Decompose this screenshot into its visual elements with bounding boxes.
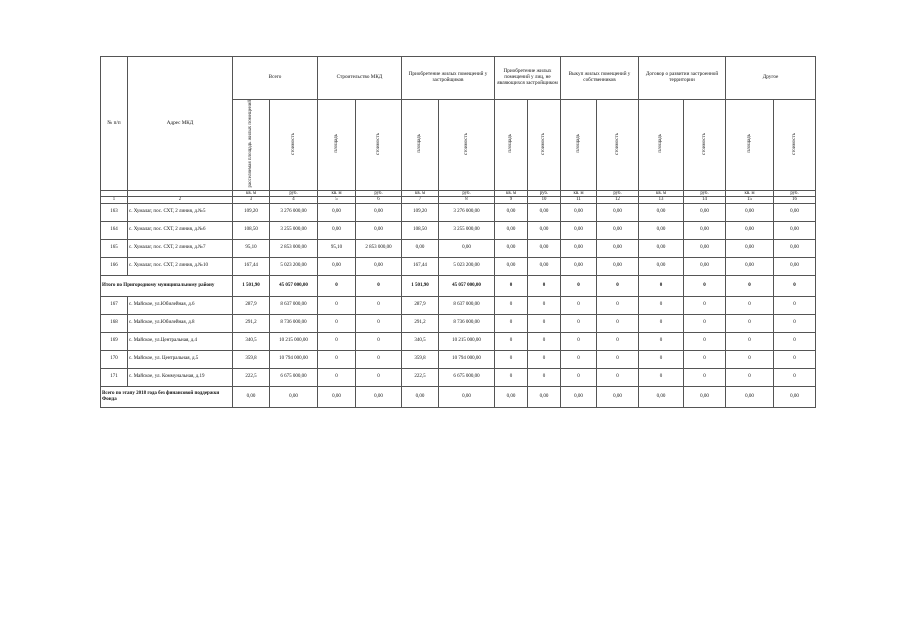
header-area: площадь [639, 100, 684, 191]
value-cell: 0,00 [528, 257, 561, 275]
unit-cell: кв. м [402, 190, 439, 196]
value-cell: 0,00 [561, 221, 597, 239]
total-row [101, 275, 816, 296]
row-address: с. Хумалаг, пос. СХТ, 2 линия, д.№10 [128, 257, 233, 275]
value-cell: 0 [684, 350, 726, 368]
value-cell: 0,00 [318, 221, 356, 239]
value-cell: 0,00 [233, 386, 270, 407]
value-cell: 0,00 [356, 221, 402, 239]
value-cell: 359,8 [402, 350, 439, 368]
value-cell: 0 [318, 296, 356, 314]
value-cell: 0,00 [597, 239, 639, 257]
value-cell: 0,00 [528, 221, 561, 239]
total-label: Всего по этапу 2018 года без финансовой поддержки Фонда [101, 386, 233, 407]
value-cell: 95,10 [318, 239, 356, 257]
colnum-cell: 11 [561, 197, 597, 203]
value-cell: 0 [528, 350, 561, 368]
value-cell: 0 [318, 314, 356, 332]
unit-cell: руб. [597, 190, 639, 196]
value-cell: 0 [639, 275, 684, 296]
colnum-cell: 16 [774, 197, 816, 203]
value-cell: 0 [684, 296, 726, 314]
value-cell: 0,00 [774, 386, 816, 407]
header-group-development-contract: Договор о развитии застроенной территории [639, 57, 726, 100]
unit-cell: руб. [774, 190, 816, 196]
value-cell: 0,00 [318, 386, 356, 407]
value-cell: 0 [318, 368, 356, 386]
value-cell: 0,00 [726, 203, 774, 221]
header-group-total: Всего [233, 57, 318, 100]
value-cell: 0 [356, 296, 402, 314]
colnum-cell: 15 [726, 197, 774, 203]
value-cell: 0 [495, 368, 528, 386]
value-cell: 0 [597, 275, 639, 296]
value-cell: 0,00 [561, 257, 597, 275]
value-cell: 0 [639, 368, 684, 386]
colnum-cell: 12 [597, 197, 639, 203]
value-cell: 2 853 000,00 [356, 239, 402, 257]
colnum-cell: 6 [356, 197, 402, 203]
unit-cell: руб. [439, 190, 495, 196]
value-cell: 0 [726, 275, 774, 296]
housing-resettlement-table [100, 56, 816, 408]
colnum-cell: 3 [233, 197, 270, 203]
value-cell: 8 736 000,00 [439, 314, 495, 332]
value-cell: 0 [639, 332, 684, 350]
value-cell: 0,00 [528, 386, 561, 407]
table-row [101, 296, 816, 314]
value-cell: 287,9 [233, 296, 270, 314]
value-cell: 0,00 [528, 239, 561, 257]
colnum-cell: 13 [639, 197, 684, 203]
value-cell: 0,00 [597, 386, 639, 407]
table-row [101, 221, 816, 239]
value-cell: 2 853 000,00 [270, 239, 318, 257]
value-cell: 10 215 000,00 [270, 332, 318, 350]
value-cell: 6 675 000,00 [439, 368, 495, 386]
value-cell: 0,00 [439, 386, 495, 407]
header-total-area: расселяемая площадь жилых помещений [233, 100, 270, 191]
row-address: с. Майское, ул. Центральная, д.5 [128, 350, 233, 368]
row-number: 169 [101, 332, 128, 350]
value-cell: 0,00 [774, 239, 816, 257]
value-cell: 0,00 [726, 257, 774, 275]
header-address: Адрес МКД [128, 57, 233, 191]
value-cell: 0 [726, 314, 774, 332]
value-cell: 10 794 000,00 [270, 350, 318, 368]
value-cell: 222,5 [233, 368, 270, 386]
value-cell: 0,00 [495, 386, 528, 407]
colnum-cell: 2 [128, 197, 233, 203]
colnum-cell: 9 [495, 197, 528, 203]
value-cell: 0 [639, 350, 684, 368]
value-cell: 0 [495, 275, 528, 296]
value-cell: 222,5 [402, 368, 439, 386]
table-body [101, 57, 816, 408]
header-cost: стоимость [528, 100, 561, 191]
value-cell: 0,00 [774, 221, 816, 239]
value-cell: 0,00 [684, 203, 726, 221]
value-cell: 0 [597, 350, 639, 368]
table-row [101, 368, 816, 386]
value-cell: 167,44 [402, 257, 439, 275]
value-cell: 0,00 [774, 257, 816, 275]
value-cell: 0,00 [684, 221, 726, 239]
table-row [101, 257, 816, 275]
table-row [101, 332, 816, 350]
header-cost: стоимость [597, 100, 639, 191]
unit-cell: руб. [356, 190, 402, 196]
value-cell: 0,00 [495, 221, 528, 239]
value-cell: 0,00 [495, 203, 528, 221]
row-number: 166 [101, 257, 128, 275]
value-cell: 0 [356, 368, 402, 386]
header-row-groups [101, 57, 816, 100]
value-cell: 0,00 [684, 386, 726, 407]
value-cell: 109,20 [233, 203, 270, 221]
value-cell: 0 [597, 296, 639, 314]
row-address: с. Хумалаг, пос. СХТ, 2 линия, д.№6 [128, 221, 233, 239]
colnum-cell: 14 [684, 197, 726, 203]
value-cell: 108,50 [402, 221, 439, 239]
value-cell: 0 [774, 350, 816, 368]
header-num: № п/п [101, 57, 128, 191]
value-cell: 0,00 [318, 203, 356, 221]
value-cell: 0 [318, 275, 356, 296]
value-cell: 0 [528, 275, 561, 296]
row-address: с. Хумалаг, пос. СХТ, 2 линия, д.№5 [128, 203, 233, 221]
table-row [101, 350, 816, 368]
value-cell: 0 [684, 368, 726, 386]
value-cell: 0,00 [318, 257, 356, 275]
value-cell: 6 675 000,00 [270, 368, 318, 386]
value-cell: 0,00 [561, 203, 597, 221]
value-cell: 0,00 [356, 203, 402, 221]
colnum-cell: 8 [439, 197, 495, 203]
total-label: Итого по Пригородному муниципальному району [101, 275, 233, 296]
header-cost: стоимость [439, 100, 495, 191]
row-address: с. Майское, ул.Юбилейная, д.8 [128, 314, 233, 332]
table-row [101, 314, 816, 332]
value-cell: 0,00 [639, 257, 684, 275]
value-cell: 0 [774, 332, 816, 350]
value-cell: 0 [684, 314, 726, 332]
value-cell: 0 [684, 275, 726, 296]
value-cell: 0 [528, 368, 561, 386]
header-cost: стоимость [270, 100, 318, 191]
value-cell: 0,00 [597, 203, 639, 221]
value-cell: 0,00 [774, 203, 816, 221]
table-row [101, 203, 816, 221]
value-cell: 0,00 [684, 257, 726, 275]
value-cell: 0,00 [495, 239, 528, 257]
value-cell: 0 [356, 314, 402, 332]
value-cell: 1 501,90 [233, 275, 270, 296]
colnum-cell: 1 [101, 197, 128, 203]
value-cell: 45 057 000,00 [270, 275, 318, 296]
value-cell: 0 [639, 314, 684, 332]
unit-cell: руб. [270, 190, 318, 196]
value-cell: 3 255 000,00 [439, 221, 495, 239]
value-cell: 0,00 [356, 257, 402, 275]
row-address: с. Хумалаг, пос. СХТ, 2 линия, д.№7 [128, 239, 233, 257]
value-cell: 1 501,90 [402, 275, 439, 296]
value-cell: 3 255 000,00 [270, 221, 318, 239]
row-number: 164 [101, 221, 128, 239]
value-cell: 340,5 [402, 332, 439, 350]
value-cell: 0 [597, 314, 639, 332]
value-cell: 0,00 [639, 239, 684, 257]
header-area: площадь [402, 100, 439, 191]
value-cell: 0 [597, 332, 639, 350]
value-cell: 0,00 [439, 239, 495, 257]
value-cell: 0 [561, 368, 597, 386]
value-cell: 0,00 [356, 386, 402, 407]
value-cell: 0 [774, 368, 816, 386]
row-address: с. Майское, ул. Коммунальная, д.19 [128, 368, 233, 386]
value-cell: 287,9 [402, 296, 439, 314]
value-cell: 0 [774, 314, 816, 332]
value-cell: 0 [726, 296, 774, 314]
header-group-other: Другое [726, 57, 816, 100]
colnum-cell: 10 [528, 197, 561, 203]
colnum-cell: 7 [402, 197, 439, 203]
unit-cell: кв. м [495, 190, 528, 196]
value-cell: 359,8 [233, 350, 270, 368]
header-area: площадь [561, 100, 597, 191]
value-cell: 340,5 [233, 332, 270, 350]
row-number: 167 [101, 296, 128, 314]
value-cell: 0 [561, 275, 597, 296]
value-cell: 0 [726, 350, 774, 368]
header-area: площадь [318, 100, 356, 191]
value-cell: 0,00 [684, 239, 726, 257]
colnum-cell: 5 [318, 197, 356, 203]
unit-cell: кв. м [561, 190, 597, 196]
value-cell: 10 215 000,00 [439, 332, 495, 350]
value-cell: 0 [495, 314, 528, 332]
value-cell: 0 [639, 296, 684, 314]
header-cost: стоимость [774, 100, 816, 191]
value-cell: 5 023 200,00 [270, 257, 318, 275]
value-cell: 3 276 000,00 [439, 203, 495, 221]
value-cell: 0,00 [270, 386, 318, 407]
value-cell: 0 [495, 332, 528, 350]
row-address: с. Майское, ул.Юбилейная, д.6 [128, 296, 233, 314]
header-group-buyout: Выкуп жилых помещений у собственников [561, 57, 639, 100]
value-cell: 109,20 [402, 203, 439, 221]
row-address: с. Майское, ул.Центральная, д.4 [128, 332, 233, 350]
value-cell: 45 057 000,00 [439, 275, 495, 296]
value-cell: 0,00 [726, 386, 774, 407]
value-cell: 0 [356, 332, 402, 350]
value-cell: 8 637 000,00 [270, 296, 318, 314]
value-cell: 0,00 [561, 239, 597, 257]
value-cell: 0,00 [639, 386, 684, 407]
value-cell: 0 [561, 296, 597, 314]
value-cell: 0 [528, 296, 561, 314]
value-cell: 0,00 [561, 386, 597, 407]
value-cell: 0,00 [639, 203, 684, 221]
value-cell: 0 [561, 350, 597, 368]
value-cell: 0 [561, 314, 597, 332]
value-cell: 0 [726, 368, 774, 386]
value-cell: 0 [356, 275, 402, 296]
value-cell: 0 [774, 275, 816, 296]
value-cell: 0,00 [597, 257, 639, 275]
value-cell: 0 [561, 332, 597, 350]
value-cell: 8 637 000,00 [439, 296, 495, 314]
value-cell: 167,44 [233, 257, 270, 275]
value-cell: 0 [495, 350, 528, 368]
value-cell: 0 [528, 314, 561, 332]
value-cell: 0,00 [597, 221, 639, 239]
value-cell: 0 [495, 296, 528, 314]
value-cell: 0 [528, 332, 561, 350]
header-group-construction: Строительство МКД [318, 57, 402, 100]
value-cell: 0 [774, 296, 816, 314]
value-cell: 0,00 [402, 239, 439, 257]
value-cell: 10 794 000,00 [439, 350, 495, 368]
value-cell: 0,00 [402, 386, 439, 407]
value-cell: 5 023 200,00 [439, 257, 495, 275]
colnum-cell: 4 [270, 197, 318, 203]
value-cell: 291,2 [402, 314, 439, 332]
unit-cell: кв. м [726, 190, 774, 196]
value-cell: 3 276 000,00 [270, 203, 318, 221]
header-group-non-developer: Приобретение жилых помещений у лиц, не являющихся застройщиком [495, 57, 561, 100]
value-cell: 0 [356, 350, 402, 368]
value-cell: 0,00 [639, 221, 684, 239]
value-cell: 8 736 000,00 [270, 314, 318, 332]
value-cell: 0,00 [528, 203, 561, 221]
row-number: 163 [101, 203, 128, 221]
header-cost: стоимость [356, 100, 402, 191]
value-cell: 0,00 [495, 257, 528, 275]
row-number: 171 [101, 368, 128, 386]
header-area: площадь [726, 100, 774, 191]
total-row [101, 386, 816, 407]
header-group-developer: Приобретение жилых помещений у застройщиков [402, 57, 495, 100]
value-cell: 0,00 [726, 221, 774, 239]
unit-cell: кв. м [233, 190, 270, 196]
table-row [101, 239, 816, 257]
value-cell: 95,10 [233, 239, 270, 257]
value-cell: 0 [318, 332, 356, 350]
value-cell: 0 [597, 368, 639, 386]
unit-cell: кв. м [318, 190, 356, 196]
value-cell: 0 [684, 332, 726, 350]
value-cell: 0 [726, 332, 774, 350]
row-number: 165 [101, 239, 128, 257]
value-cell: 108,50 [233, 221, 270, 239]
header-area: площадь [495, 100, 528, 191]
unit-cell: руб. [528, 190, 561, 196]
row-number: 170 [101, 350, 128, 368]
row-number: 168 [101, 314, 128, 332]
unit-cell: руб. [684, 190, 726, 196]
unit-cell: кв. м [639, 190, 684, 196]
value-cell: 0,00 [726, 239, 774, 257]
value-cell: 0 [318, 350, 356, 368]
value-cell: 291,2 [233, 314, 270, 332]
header-cost: стоимость [684, 100, 726, 191]
